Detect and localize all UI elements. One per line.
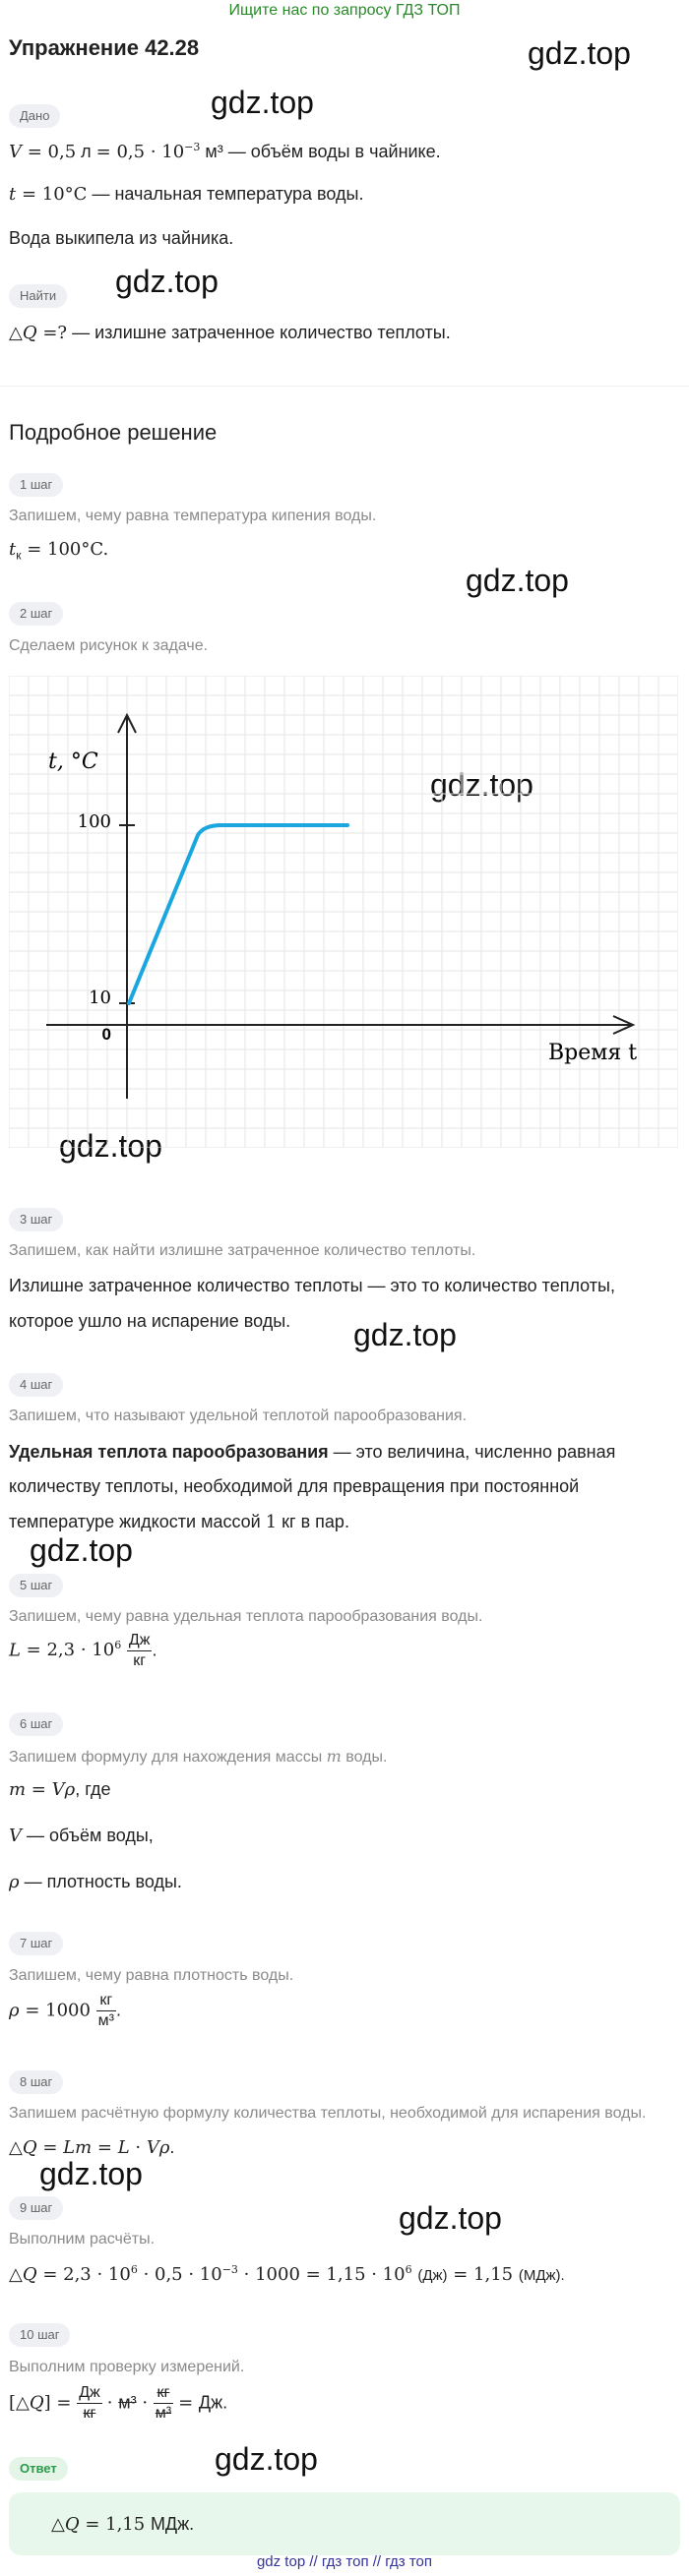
unit-m3: м³ [118,2392,137,2413]
unit-kg: кг [96,1991,116,2011]
answer-unit: МДж. [150,2514,195,2534]
step-badge: 8 шаг [9,2070,63,2094]
given-boil: Вода выкипела из чайника. [9,228,234,248]
unit-kg: кг [154,2383,173,2404]
step-badge: 4 шаг [9,1373,63,1397]
step-desc: Запишем, что называют удельной теплотой парообразования. [9,1408,468,1424]
find-heat: △Q =? — излишне затраченное количество теплоты. [9,323,451,343]
volume-def: V — объём воды, [9,1826,154,1846]
step-badge: 5 шаг [9,1574,63,1597]
density-def-text: — плотность воды. [19,1872,182,1891]
watermark: gdz.top [399,2200,502,2236]
watermark: gdz.top [211,85,314,120]
origin-label: 0 [101,1025,111,1044]
watermark: gdz.top [215,2441,318,2477]
watermark: gdz.top [430,767,533,803]
step-badge: 10 шаг [9,2323,70,2347]
unit-m3: м³ [97,2012,114,2029]
step-desc: Запишем, чему равна температура кипения воды. [9,508,377,524]
step-desc: Запишем формулу для нахождения массы m воды. [9,1747,388,1766]
unit-check: [△Q] = $\frac{Дж}{кг}$ · м³ · $\frac{кг}{\text{м³}}$ = Дж. [9,2384,228,2422]
definition-text: кг в пар. [277,1512,349,1531]
step-desc: Сделаем рисунок к задаче. [9,637,209,654]
density-formula: ρ = 1000 $\frac{кг}{\text{м³}}$ . [9,1992,121,2029]
definition-line [9,1442,615,1463]
given-badge: Дано [9,104,60,128]
graph-grid [9,676,678,1148]
given-volume-text: — объём воды в чайнике. [222,142,441,161]
temperature-curve [129,825,347,1003]
watermark: gdz.top [528,35,631,71]
step-desc-text: воды. [341,1749,388,1766]
graph-y-label: t, °C [48,749,98,774]
step-badge: 3 шаг [9,1208,63,1231]
watermark: gdz.top [466,563,569,598]
footer-links[interactable]: gdz top // гдз топ // гдз топ [256,2553,433,2570]
temperature-graph [9,676,678,1148]
step-desc: Запишем расчётную формулу количества теплоты, необходимой для испарения воды. [9,2105,647,2122]
given-temperature-text: — начальная температура воды. [87,184,364,204]
step-badge: 2 шаг [9,602,63,626]
unit-mdj: (МДж). [518,2267,565,2284]
step-badge: 9 шаг [9,2196,63,2220]
find-badge: Найти [9,284,67,308]
unit-j: Дж [198,2392,223,2413]
answer-text: △Q = 1,15 МДж. [51,2514,195,2535]
watermark: gdz.top [115,264,219,299]
where-text: , где [75,1779,111,1799]
solution-title: Подробное решение [9,420,218,445]
watermark: gdz.top [353,1317,457,1352]
definition-text: количеству теплоты, необходимой для превращения при постоянной [9,1476,580,1496]
step-desc: Запишем, как найти излишне затраченное количество теплоты. [9,1242,476,1259]
given-volume: V = 0,5 $л = 0,5 \cdot 10^{-3}$ м³ — объём воды в чайнике. [9,141,441,162]
graph-x-label: Время t [548,1041,638,1065]
search-banner[interactable]: Ищите нас по запросу ГДЗ ТОП [228,2,461,19]
divider [0,386,689,387]
step-badge: 6 шаг [9,1712,63,1736]
step-desc: Запишем, чему равна удельная теплота парообразования воды. [9,1608,483,1625]
step-badge: 7 шаг [9,1932,63,1955]
watermark: gdz.top [39,2156,143,2191]
mass-formula: m = Vρ, где [9,1779,111,1800]
step-badge: 1 шаг [9,473,63,497]
unit-j: Дж [127,1631,153,1651]
calculation: △Q = $2,3 \cdot 10^6 \cdot 0,5 \cdot 10^{-3} \cdot 1000 = 1,15 \cdot 10^6$ (Дж) = 1,15 (МДж). [9,2263,565,2285]
unit-m3: м³ [205,142,223,161]
step-text: которое ушло на испарение воды. [9,1311,291,1331]
tick-10: 10 [89,988,111,1008]
density-def: ρ — плотность воды. [9,1872,182,1892]
watermark: gdz.top [59,1128,162,1164]
find-heat-text: — излишне затраченное количество теплоты. [67,323,451,342]
unit-kg: кг [83,2405,96,2422]
step-desc: Запишем, чему равна плотность воды. [9,1967,294,1984]
unit-dj: (Дж) [417,2267,448,2284]
page-title: Упражнение 42.28 [9,35,200,60]
definition-term: Удельная теплота парообразования [9,1442,329,1462]
heat-formula: △Q = Lm = L · Vρ. [9,2137,175,2158]
unit-j: Дж [77,2383,102,2404]
volume-def-text: — объём воды, [22,1826,154,1845]
step-desc-text: Запишем формулу для нахождения массы [9,1749,327,1766]
unit-kg: кг [133,1652,147,1669]
definition-line: температуре жидкости массой 1 кг в пар. [9,1512,349,1532]
tick-100: 100 [77,811,111,832]
step-desc: Выполним расчёты. [9,2231,156,2247]
watermark: gdz.top [30,1532,133,1568]
latent-heat-formula: $L = 2,3 \cdot 10^6$ $\frac{Дж}{кг}$ . [9,1632,157,1669]
unit-m3: м³ [155,2405,172,2422]
boiling-temp: $t_к = 100^\circ C$. [9,539,109,563]
answer-badge: Ответ [9,2457,68,2481]
given-temperature: t = 10°C — начальная температура воды. [9,184,364,205]
definition-text: — это величина, численно равная [328,1442,616,1462]
step-text: Излишне затраченное количество теплоты — это то количество теплоты, [9,1276,615,1295]
definition-text: температуре жидкости массой [9,1512,266,1531]
step-desc: Выполним проверку измерений. [9,2359,245,2375]
